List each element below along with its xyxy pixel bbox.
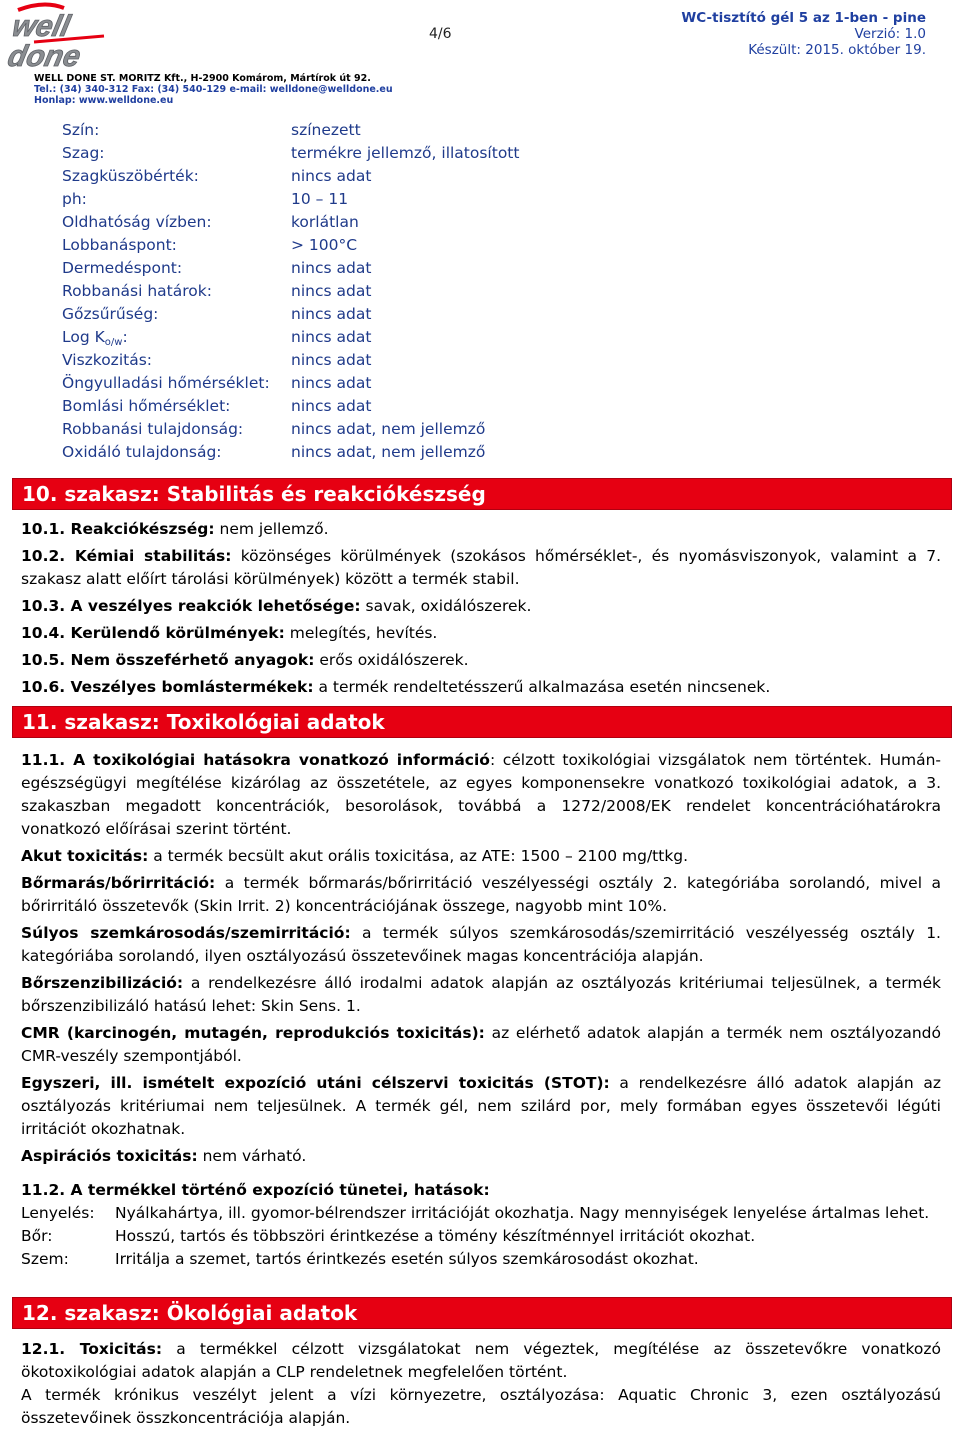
property-value: nincs adat, nem jellemző (291, 420, 486, 438)
property-value: termékre jellemző, illatosított (291, 144, 520, 162)
symptoms-list (21, 1202, 941, 1271)
symptom-route: Szem: (21, 1250, 69, 1268)
company-contact: Tel.: (34) 340-312 Fax: (34) 540-129 e-mail: welldone@welldone.eu (34, 84, 393, 95)
section-10-item (21, 622, 941, 645)
toxicity-item-heading: CMR (karcinogén, mutagén, reprodukciós toxicitás): (21, 1024, 485, 1042)
section-10-item-heading: 10.5. Nem összeférhető anyagok: (21, 651, 315, 669)
property-value: nincs adat (291, 305, 372, 323)
property-label: Robbanási határok: (62, 282, 212, 300)
property-row (62, 372, 519, 395)
property-row (62, 211, 519, 234)
document-meta (681, 10, 926, 58)
property-label-suffix: : (122, 328, 128, 346)
version-label: Verzió: 1.0 (854, 26, 926, 42)
section-10-item-text: erős oxidálószerek. (314, 651, 469, 669)
property-value: nincs adat (291, 351, 372, 369)
company-logo (4, 2, 114, 74)
property-row (62, 418, 519, 441)
property-value: színezett (291, 121, 361, 139)
property-row (62, 326, 519, 349)
symptom-description: Irritálja a szemet, tartós érintkezés esetén súlyos szemkárosodást okozhat. (115, 1250, 699, 1268)
toxicity-item-text: az elérhető adatok alapján a termék nem osztályozandó CMR-veszély szempontjából. (21, 1024, 941, 1065)
toxicity-item-heading: Egyszeri, ill. ismételt expozíció utáni célszervi toxicitás (STOT): (21, 1074, 610, 1092)
property-value: nincs adat (291, 328, 372, 346)
section-10-header: 10. szakasz: Stabilitás és reakciókészség (12, 478, 952, 510)
toxicity-item-text: a rendelkezésre álló irodalmi adatok alapján az osztályozás kritériumai teljesülnek, a termék bőrszenzibilizáló hatású lehet: Skin Sens. 1. (21, 974, 941, 1015)
section-10-item-heading: 10.2. Kémiai stabilitás: (21, 547, 232, 565)
section-12-1-heading: 12.1. Toxicitás: (21, 1340, 163, 1358)
property-label: Szagküszöbérték: (62, 167, 199, 185)
property-row (62, 395, 519, 418)
toxicity-item (21, 1072, 941, 1141)
property-row (62, 441, 519, 464)
section-10-item-heading: 10.6. Veszélyes bomlástermékek: (21, 678, 314, 696)
property-row (62, 257, 519, 280)
section-11-2-title: 11.2. A termékkel történő expozíció tünetei, hatások: (21, 1181, 490, 1199)
symptom-route: Lenyelés: (21, 1204, 95, 1222)
company-info (34, 73, 393, 106)
section-10-item (21, 545, 941, 591)
section-11-header: 11. szakasz: Toxikológiai adatok (12, 706, 952, 738)
section-11-2-heading (21, 1179, 941, 1202)
toxicity-item-heading: Akut toxicitás: (21, 847, 149, 865)
property-row (62, 303, 519, 326)
property-value: nincs adat (291, 167, 372, 185)
property-label: Bomlási hőmérséklet: (62, 397, 231, 415)
symptom-row (21, 1225, 941, 1248)
company-address: WELL DONE ST. MORITZ Kft., H-2900 Komárom, Mártírok út 92. (34, 73, 371, 84)
toxicity-item-heading: Súlyos szemkárosodás/szemirritáció: (21, 924, 351, 942)
section-11-1-text: : célzott toxikológiai vizsgálatok nem történtek. Humán-egészségügyi megítélése kizárólag az összetétele, az egyes komponensekre vonatkozó toxikológiai adatok, a 3. szakaszban megadott koncentrációk, besorolások, továbbá a 1272/2008/EK rendelet koncentrációhatárokra vonatkozó előírásai szerint történt. (21, 751, 942, 838)
property-value: nincs adat (291, 282, 372, 300)
section-10-item (21, 595, 941, 618)
toxicity-item-text: a rendelkezésre álló adatok alapján az osztályozás kritériumai nem teljesülnek. A termék gél, nem szilárd por, mely formában egyes összetevői légúti irritációt okozhatnak. (21, 1074, 942, 1138)
property-label: Öngyulladási hőmérséklet: (62, 374, 270, 392)
section-10-item-text: a termék rendeltetésszerű alkalmazása esetén nincsenek. (313, 678, 771, 696)
toxicity-item-heading: Aspirációs toxicitás: (21, 1147, 198, 1165)
toxicity-item-text: nem várható. (197, 1147, 307, 1165)
page-number: 4/6 (429, 26, 452, 42)
section-12-header: 12. szakasz: Ökológiai adatok (12, 1297, 952, 1329)
section-10-item-text: közönséges körülmények (szokásos hőmérséklet-, és nyomásviszonyok, valamint a 7. szakasz alatt előírt tárolási körülmények) között a termék stabil. (21, 547, 941, 588)
toxicity-item (21, 922, 941, 968)
toxicity-item (21, 845, 941, 868)
toxicity-item (21, 872, 941, 918)
svg-text:done: done (4, 40, 84, 73)
page-header (0, 0, 960, 112)
section-10-item-text: savak, oxidálószerek. (360, 597, 532, 615)
property-label-text: Log K (62, 328, 105, 346)
section-11-1-paragraph (21, 749, 941, 841)
product-title: WC-tisztító gél 5 az 1-ben - pine (681, 10, 926, 26)
toxicity-item (21, 1022, 941, 1068)
property-row (62, 280, 519, 303)
property-label: Viszkozitás: (62, 351, 153, 369)
symptom-row (21, 1202, 941, 1225)
symptom-row (21, 1248, 941, 1271)
property-value: > 100°C (291, 236, 358, 254)
section-12-1-text: a termékkel célzott vizsgálatokat nem végeztek, megítélése az összetevőkre vonatkozó ökotoxikológiai adatok alapján a CLP rendeletnek megfelelően történt. (21, 1340, 941, 1381)
property-label: Robbanási tulajdonság: (62, 420, 244, 438)
property-value: nincs adat (291, 374, 372, 392)
property-label: Oldhatóság vízben: (62, 213, 212, 231)
toxicity-item-text: a termék bőrmarás/bőrirritáció veszélyességi osztály 2. kategóriába sorolandó, mivel a bőrirritáló összetevők (Skin Irrit. 2) koncentrációjának összege, nagyobb mint 10%. (21, 874, 941, 915)
section-11-items (21, 845, 941, 1168)
date-label: Készült: 2015. október 19. (748, 42, 926, 58)
symptom-route: Bőr: (21, 1227, 53, 1245)
toxicity-item-heading: Bőrmarás/bőrirritáció: (21, 874, 216, 892)
section-10-item-heading: 10.4. Kerülendő körülmények: (21, 624, 285, 642)
physical-properties-list (62, 119, 519, 464)
property-row (62, 165, 519, 188)
property-label: Gőzsűrűség: (62, 305, 159, 323)
svg-text:well: well (9, 10, 73, 43)
section-12-body (21, 1338, 941, 1430)
section-10-item-heading: 10.1. Reakciókészség: (21, 520, 215, 538)
property-value: nincs adat (291, 397, 372, 415)
toxicity-item-text: a termék súlyos szemkárosodás/szemirritáció veszélyesség osztály 1. kategóriába sorolandó, ilyen osztályozású összetevőinek magas koncentrációja alapján. (21, 924, 941, 965)
company-website: Honlap: www.welldone.eu (34, 95, 174, 106)
toxicity-item-heading: Bőrszenzibilizáció: (21, 974, 184, 992)
property-label: Szín: (62, 121, 100, 139)
symptom-description: Nyálkahártya, ill. gyomor-bélrendszer irritációját okozhatja. Nagy mennyiségek lenyelése ártalmas lehet. (115, 1204, 930, 1222)
section-10-item-text: nem jellemző. (214, 520, 329, 538)
property-row (62, 188, 519, 211)
section-11-body (21, 749, 941, 1271)
property-value: korlátlan (291, 213, 359, 231)
section-10-item (21, 649, 941, 672)
property-row (62, 142, 519, 165)
property-label: Szag: (62, 144, 105, 162)
property-row (62, 119, 519, 142)
property-label: Lobbanáspont: (62, 236, 177, 254)
section-12-1-paragraph (21, 1338, 941, 1384)
toxicity-item (21, 1145, 941, 1168)
section-11-1-heading: 11.1. A toxikológiai hatásokra vonatkozó információ (21, 751, 490, 769)
toxicity-item-text: a termék becsült akut orális toxicitása, az ATE: 1500 – 2100 mg/ttkg. (148, 847, 689, 865)
property-value: nincs adat, nem jellemző (291, 443, 486, 461)
property-label: Dermedéspont: (62, 259, 183, 277)
property-value: 10 – 11 (291, 190, 349, 208)
section-12-2-paragraph: A termék krónikus veszélyt jelent a vízi környezetre, osztályozása: Aquatic Chronic 3, ezen osztályozású összetevőinek összkoncentrációja alapján. (21, 1386, 941, 1427)
property-row (62, 234, 519, 257)
property-value: nincs adat (291, 259, 372, 277)
section-10-item-heading: 10.3. A veszélyes reakciók lehetősége: (21, 597, 361, 615)
toxicity-item (21, 972, 941, 1018)
section-10-body (21, 518, 941, 703)
symptom-description: Hosszú, tartós és többszöri érintkezése a tömény készítménnyel irritációt okozhat. (115, 1227, 756, 1245)
property-row (62, 349, 519, 372)
section-10-item (21, 518, 941, 541)
property-label: ph: (62, 190, 87, 208)
property-label: Oxidáló tulajdonság: (62, 443, 222, 461)
section-10-item (21, 676, 941, 699)
property-label-subscript: o/w (104, 337, 123, 348)
section-10-item-text: melegítés, hevítés. (284, 624, 438, 642)
